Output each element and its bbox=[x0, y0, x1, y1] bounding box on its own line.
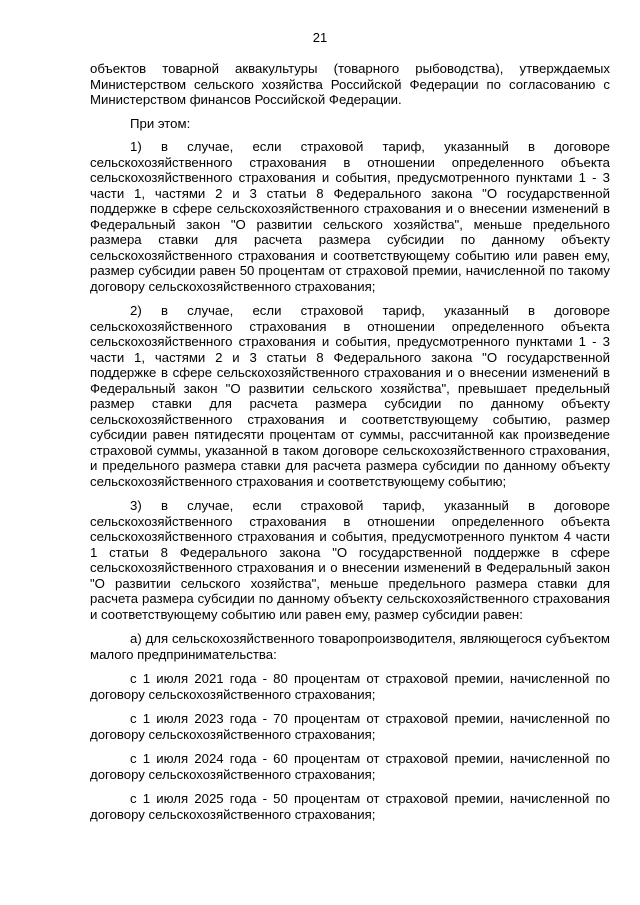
paragraph-rate-2021: с 1 июля 2021 года - 80 процентам от страховой премии, начисленной по договору сельскохозяйственного страхования; bbox=[90, 671, 610, 702]
paragraph-rate-2025: с 1 июля 2025 года - 50 процентам от страховой премии, начисленной по договору сельскохозяйственного страхования; bbox=[90, 791, 610, 822]
paragraph-rate-2024: с 1 июля 2024 года - 60 процентам от страховой премии, начисленной по договору сельскохозяйственного страхования; bbox=[90, 751, 610, 782]
paragraph-continuation: объектов товарной аквакультуры (товарного рыбоводства), утверждаемых Министерством сельского хозяйства Российской Федерации по согласованию с Министерством финансов Российской Федерации. bbox=[90, 61, 610, 107]
page-number: 21 bbox=[312, 30, 328, 45]
paragraph-intro: При этом: bbox=[130, 115, 191, 131]
paragraph-item-2: 2) в случае, если страховой тариф, указанный в договоре сельскохозяйственного страхования в отношении определенного объекта сельскохозяйственного страхования и события, предусмотренного пунктами 1 - 3 части 1, частями 2 и 3 статьи 8 Федерального закона "О государственной поддержке в сфере сельскохозяйственного страхования и о внесении изменений в Федеральный закон "О развитии сельского хозяйства", превышает предельный размер ставки для расчета размера субсидии по данному объекту сельскохозяйственного страхования и соответствующему событию, размер субсидии равен пятидесяти процентам от суммы, рассчитанной как произведение страховой суммы, указанной в таком договоре сельскохозяйственного страхования, и предельного размера ставки для расчета размера субсидии по данному объекту сельскохозяйственного страхования и соответствующему событию; bbox=[90, 303, 610, 489]
document-body bbox=[90, 61, 610, 822]
paragraph-rate-2023: с 1 июля 2023 года - 70 процентам от страховой премии, начисленной по договору сельскохозяйственного страхования; bbox=[90, 711, 610, 742]
paragraph-item-1: 1) в случае, если страховой тариф, указанный в договоре сельскохозяйственного страхования в отношении определенного объекта сельскохозяйственного страхования и события, предусмотренного пунктами 1 - 3 части 1, частями 2 и 3 статьи 8 Федерального закона "О государственной поддержке в сфере сельскохозяйственного страхования и о внесении изменений в Федеральный закон "О развитии сельского хозяйства", меньше предельного размера ставки для расчета размера субсидии по данному объекту сельскохозяйственного страхования и соответствующему событию или равен ему, размер субсидии равен 50 процентам от страховой премии, начисленной по такому договору сельскохозяйственного страхования; bbox=[90, 139, 610, 294]
paragraph-subitem-a: а) для сельскохозяйственного товаропроизводителя, являющегося субъектом малого предпринимательства: bbox=[90, 631, 610, 662]
paragraph-item-3: 3) в случае, если страховой тариф, указанный в договоре сельскохозяйственного страхования в отношении определенного объекта сельскохозяйственного страхования и события, предусмотренного пунктом 4 части 1 статьи 8 Федерального закона "О государственной поддержке в сфере сельскохозяйственного страхования и о внесении изменений в Федеральный закон "О развитии сельского хозяйства", меньше предельного размера ставки для расчета размера субсидии по данному объекту сельскохозяйственного страхования и соответствующему событию или равен ему, размер субсидии равен: bbox=[90, 498, 610, 622]
